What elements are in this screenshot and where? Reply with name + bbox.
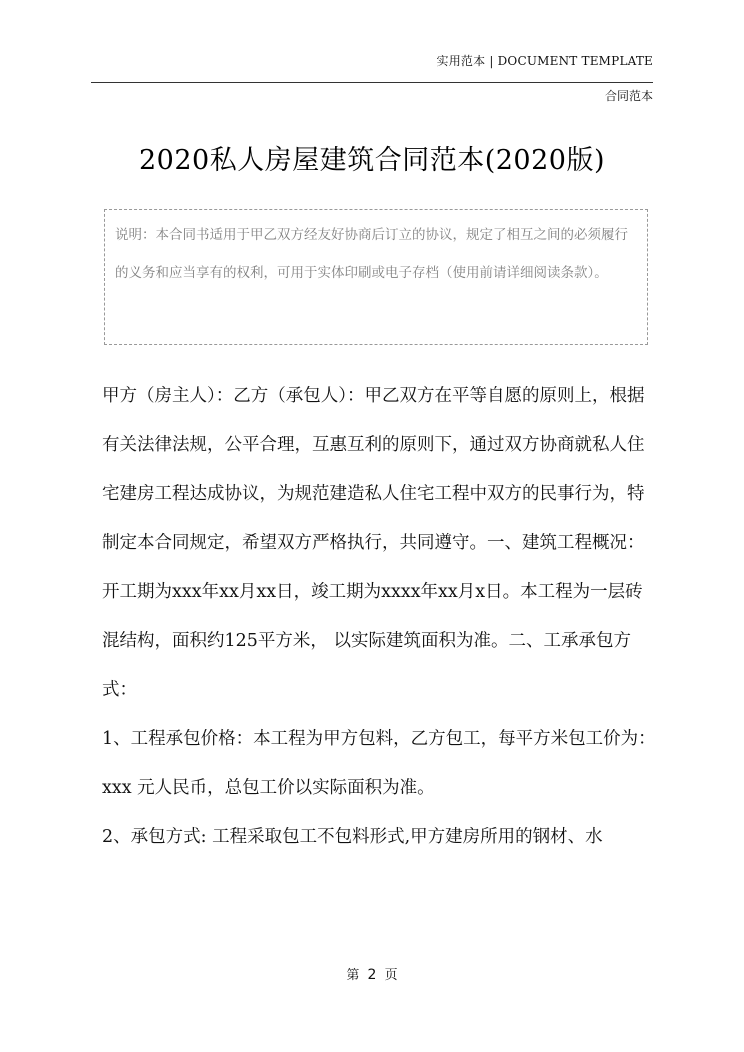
paragraph-price: 1、工程承包价格：本工程为甲方包料，乙方包工，每平方米包工价为：xxx 元人民币，总包工价以实际面积为准。 xyxy=(102,729,656,798)
page-footer xyxy=(0,964,744,983)
contract-body xyxy=(102,372,658,862)
paragraph-method: 2、承包方式: 工程采取包工不包料形式,甲方建房所用的钢材、水 xyxy=(102,827,603,847)
instruction-note-box xyxy=(104,209,648,345)
page-number: 2 xyxy=(367,967,377,983)
paragraph-parties: 甲方（房主人）：乙方（承包人）：甲乙双方在平等自愿的原则上，根据有关法律法规，公平合理，互惠互利的原则下，通过双方协商就私人住宅建房工程达成协议，为规范建造私人住宅工程中双方的民事行为，特制定本合同规定，希望双方严格执行，共同遵守。一、建筑工程概况： xyxy=(102,386,645,553)
header-divider xyxy=(91,82,653,83)
paragraph-schedule: 开工期为xxx年xx月xx日，竣工期为xxxx年xx月x日。本工程为一层砖混结构，面积约125平方米， 以实际建筑面积为准。二、工承承包方式： xyxy=(102,582,643,700)
instruction-note-text: 说明：本合同书适用于甲乙双方经友好协商后订立的协议，规定了相互之间的必须履行的义务和应当享有的权利，可用于实体印刷或电子存档（使用前请详细阅读条款）。 xyxy=(115,227,628,281)
page-suffix: 页 xyxy=(384,968,398,983)
document-category: 合同范本 xyxy=(604,89,653,103)
page-prefix: 第 xyxy=(346,968,360,983)
document-title: 2020私人房屋建筑合同范本(2020版) xyxy=(139,145,605,176)
document-brand-header: 实用范本 | DOCUMENT TEMPLATE xyxy=(436,54,653,68)
